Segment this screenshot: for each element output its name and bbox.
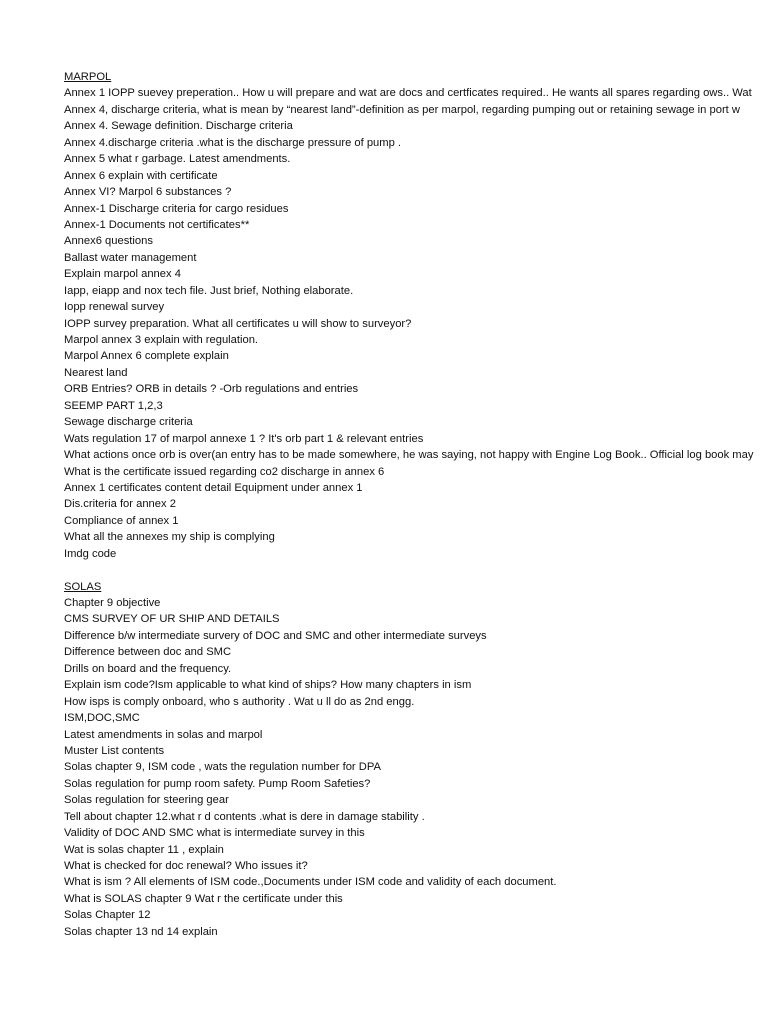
solas-question-line: Difference between doc and SMC [64,646,232,659]
solas-question-line: ISM,DOC,SMC [64,712,140,725]
solas-question-line: CMS SURVEY OF UR SHIP AND DETAILS [64,613,280,626]
marpol-question-line: Annex 6 explain with certificate [64,169,218,182]
marpol-question-line: Annex 4. Sewage definition. Discharge criteria [64,120,293,133]
marpol-question-line: Annex 4.discharge criteria .what is the discharge pressure of pump . [64,136,402,149]
solas-question-line: Explain ism code?Ism applicable to what kind of ships? How many chapters in ism [64,679,472,692]
solas-question-line: Latest amendments in solas and marpol [64,728,263,741]
marpol-question-line: Annex 1 certificates content detail Equipment under annex 1 [64,481,363,494]
solas-question-line: Solas Chapter 12 [64,909,151,922]
marpol-question-line: Marpol Annex 6 complete explain [64,350,229,363]
marpol-question-line: Annex-1 Documents not certificates** [64,218,250,231]
marpol-question-line: Imdg code [64,547,117,560]
solas-question-line: Chapter 9 objective [64,597,161,609]
marpol-question-line: Annex 4, discharge criteria, what is mean by “nearest land”-definition as per marpol, regarding pumping out or retaining sewage in port w [64,103,740,116]
solas-question-list [64,595,768,940]
marpol-question-line: What is the certificate issued regarding co2 discharge in annex 6 [64,465,385,478]
section-spacer [64,562,768,578]
solas-question-line: Wat is solas chapter 11 , explain [64,843,224,856]
solas-question-line: Solas chapter 13 nd 14 explain [64,925,218,938]
marpol-question-line: Compliance of annex 1 [64,514,179,527]
solas-question-line: Validity of DOC AND SMC what is intermediate survey in this [64,827,365,840]
solas-question-line: Muster List contents [64,744,165,757]
solas-question-line: Solas chapter 9, ISM code , wats the regulation number for DPA [64,761,381,774]
marpol-question-line: Ballast water management [64,251,197,264]
marpol-question-line: Annex 5 what r garbage. Latest amendments. [64,153,291,166]
marpol-question-line: Nearest land [64,366,128,379]
solas-heading: SOLAS [64,580,102,593]
marpol-question-list [64,85,768,562]
marpol-question-line: What all the annexes my ship is complying [64,531,275,544]
solas-question-line: What is SOLAS chapter 9 Wat r the certificate under this [64,892,343,905]
solas-question-line: How isps is comply onboard, who s authority . Wat u ll do as 2nd engg. [64,695,415,708]
marpol-question-line: Wats regulation 17 of marpol annexe 1 ? It's orb part 1 & relevant entries [64,432,424,445]
marpol-question-line: Annex VI? Marpol 6 substances ? [64,186,232,199]
marpol-question-line: Marpol annex 3 explain with regulation. [64,334,259,346]
marpol-question-line: Annex-1 Discharge criteria for cargo residues [64,202,289,215]
marpol-question-line: Explain marpol annex 4 [64,268,181,281]
marpol-heading: MARPOL [64,71,112,83]
solas-question-line: Drills on board and the frequency. [64,662,232,675]
solas-question-line: Tell about chapter 12.what r d contents .what is dere in damage stability . [64,810,425,823]
marpol-question-line: Sewage discharge criteria [64,416,193,429]
marpol-question-line: Iopp renewal survey [64,301,165,314]
marpol-question-line: Iapp, eiapp and nox tech file. Just brief, Nothing elaborate. [64,284,354,297]
marpol-question-line: What actions once orb is over(an entry has to be made somewhere, he was saying, not happy with Engine Log Book.. Official log book may [64,449,754,462]
marpol-question-line: IOPP survey preparation. What all certificates u will show to surveyor? [64,317,412,330]
marpol-question-line: Dis.criteria for annex 2 [64,498,176,511]
solas-question-line: What is ism ? All elements of ISM code.,Documents under ISM code and validity of each document. [64,876,557,889]
marpol-question-line: Annex6 questions [64,235,153,248]
solas-question-line: What is checked for doc renewal? Who issues it? [64,860,308,872]
marpol-question-line: SEEMP PART 1,2,3 [64,399,163,412]
document-body [64,69,768,940]
solas-question-line: Solas regulation for pump room safety. Pump Room Safeties? [64,777,371,790]
solas-question-line: Difference b/w intermediate survery of DOC and SMC and other intermediate surveys [64,629,487,642]
marpol-question-line: Annex 1 IOPP suevey preperation.. How u will prepare and wat are docs and certficates required.. He wants all spares regarding ows.. Wat [64,87,752,100]
solas-question-line: Solas regulation for steering gear [64,794,229,807]
marpol-question-line: ORB Entries? ORB in details ? -Orb regulations and entries [64,383,359,396]
